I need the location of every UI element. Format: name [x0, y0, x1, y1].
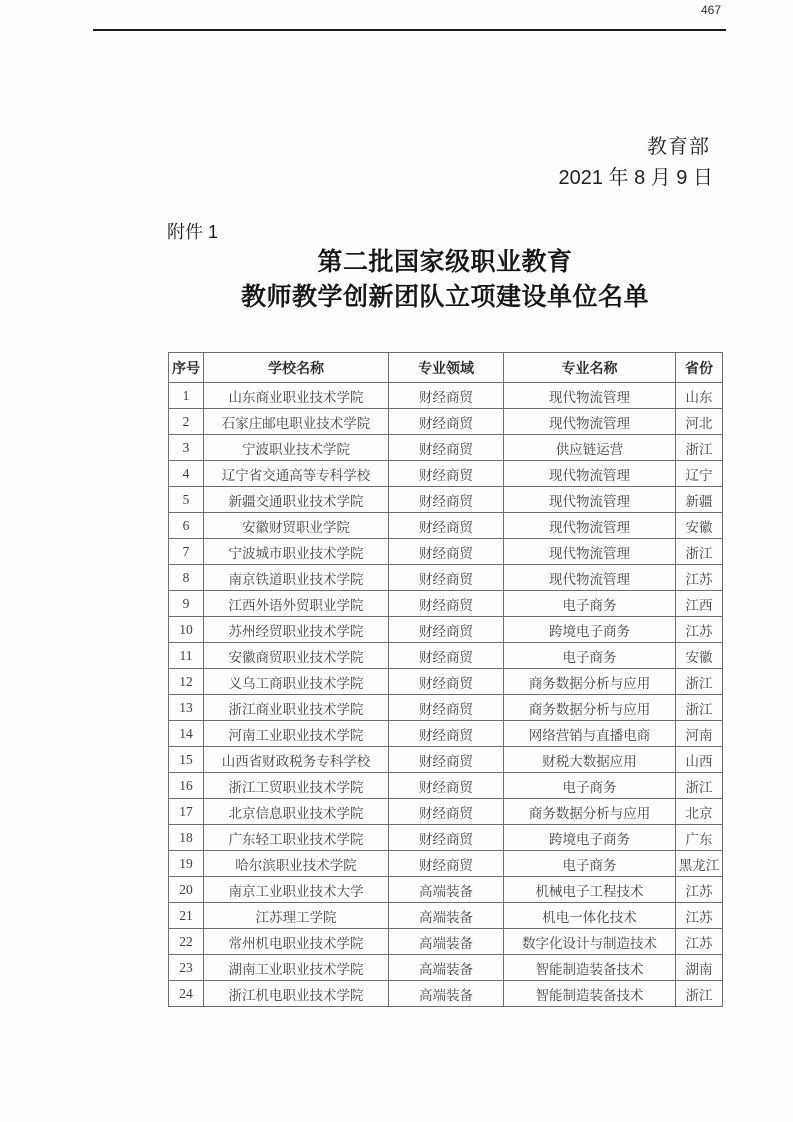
table-cell-school: 常州机电职业技术学院: [204, 929, 389, 955]
table-cell-major: 电子商务: [504, 773, 676, 799]
table-cell-major: 供应链运营: [504, 435, 676, 461]
table-cell-province: 江苏: [676, 903, 723, 929]
table-cell-major: 商务数据分析与应用: [504, 669, 676, 695]
table-cell-index: 9: [169, 591, 204, 617]
table-row: [169, 617, 723, 643]
table-cell-major: 现代物流管理: [504, 487, 676, 513]
table-cell-school: 北京信息职业技术学院: [204, 799, 389, 825]
table-cell-school: 哈尔滨职业技术学院: [204, 851, 389, 877]
table-row: [169, 383, 723, 409]
table-cell-major: 电子商务: [504, 643, 676, 669]
table-cell-field: 高端装备: [389, 877, 504, 903]
table-cell-school: 浙江工贸职业技术学院: [204, 773, 389, 799]
table-cell-index: 12: [169, 669, 204, 695]
table-cell-school: 山东商业职业技术学院: [204, 383, 389, 409]
table-cell-school: 广东轻工职业技术学院: [204, 825, 389, 851]
table-row: [169, 513, 723, 539]
table-cell-index: 7: [169, 539, 204, 565]
table-cell-index: 2: [169, 409, 204, 435]
table-row: [169, 409, 723, 435]
table-cell-province: 新疆: [676, 487, 723, 513]
table-cell-major: 现代物流管理: [504, 383, 676, 409]
table-cell-school: 辽宁省交通高等专科学校: [204, 461, 389, 487]
table-cell-major: 现代物流管理: [504, 565, 676, 591]
table-cell-school: 新疆交通职业技术学院: [204, 487, 389, 513]
table-cell-school: 南京铁道职业技术学院: [204, 565, 389, 591]
table-cell-index: 17: [169, 799, 204, 825]
table-row: [169, 825, 723, 851]
table-cell-major: 智能制造装备技术: [504, 981, 676, 1007]
table-cell-major: 智能制造装备技术: [504, 955, 676, 981]
table-cell-field: 财经商贸: [389, 409, 504, 435]
table-cell-major: 数字化设计与制造技术: [504, 929, 676, 955]
table-cell-major: 跨境电子商务: [504, 825, 676, 851]
table-cell-major: 机电一体化技术: [504, 903, 676, 929]
table-cell-field: 高端装备: [389, 955, 504, 981]
signature-organization: 教育部: [647, 136, 710, 158]
table-cell-province: 辽宁: [676, 461, 723, 487]
table-cell-major: 电子商务: [504, 851, 676, 877]
table-cell-field: 财经商贸: [389, 383, 504, 409]
table-row: [169, 721, 723, 747]
table-cell-province: 广东: [676, 825, 723, 851]
table-cell-school: 宁波职业技术学院: [204, 435, 389, 461]
table-cell-field: 财经商贸: [389, 799, 504, 825]
document-title: [168, 245, 722, 315]
document-title-line2: 教师教学创新团队立项建设单位名单: [240, 284, 649, 311]
table-cell-index: 20: [169, 877, 204, 903]
table-row: [169, 461, 723, 487]
table-cell-index: 3: [169, 435, 204, 461]
table-cell-province: 山西: [676, 747, 723, 773]
table-cell-field: 高端装备: [389, 903, 504, 929]
table-cell-index: 18: [169, 825, 204, 851]
column-header-index: 序号: [169, 353, 204, 383]
table-row: [169, 799, 723, 825]
document-title-line1: 第二批国家级职业教育: [317, 249, 573, 276]
table-cell-province: 浙江: [676, 981, 723, 1007]
table-cell-major: 现代物流管理: [504, 513, 676, 539]
table-cell-school: 南京工业职业技术大学: [204, 877, 389, 903]
table-cell-province: 江苏: [676, 929, 723, 955]
table-cell-index: 5: [169, 487, 204, 513]
table-row: [169, 773, 723, 799]
table-row: [169, 695, 723, 721]
table-cell-province: 浙江: [676, 773, 723, 799]
column-header-school: 学校名称: [204, 353, 389, 383]
table-cell-index: 8: [169, 565, 204, 591]
table-cell-field: 财经商贸: [389, 747, 504, 773]
table-row: [169, 565, 723, 591]
table-cell-index: 14: [169, 721, 204, 747]
table-cell-index: 4: [169, 461, 204, 487]
attachment-label: 附件 1: [167, 222, 219, 242]
table-cell-province: 江苏: [676, 877, 723, 903]
table-cell-field: 财经商贸: [389, 487, 504, 513]
table-cell-school: 安徽财贸职业学院: [204, 513, 389, 539]
table-cell-major: 商务数据分析与应用: [504, 695, 676, 721]
column-header-province: 省份: [676, 353, 723, 383]
table-cell-school: 义乌工商职业技术学院: [204, 669, 389, 695]
table-cell-major: 机械电子工程技术: [504, 877, 676, 903]
table-cell-province: 山东: [676, 383, 723, 409]
table-cell-index: 1: [169, 383, 204, 409]
table-cell-province: 江苏: [676, 617, 723, 643]
header-rule: [93, 29, 726, 31]
table-row: [169, 929, 723, 955]
table-cell-school: 山西省财政税务专科学校: [204, 747, 389, 773]
table-cell-province: 湖南: [676, 955, 723, 981]
table-cell-index: 21: [169, 903, 204, 929]
table-cell-field: 财经商贸: [389, 825, 504, 851]
table-cell-field: 高端装备: [389, 981, 504, 1007]
table-row: [169, 591, 723, 617]
page-number: 467: [700, 3, 721, 17]
table-cell-school: 宁波城市职业技术学院: [204, 539, 389, 565]
table-cell-index: 16: [169, 773, 204, 799]
table-cell-province: 北京: [676, 799, 723, 825]
table-cell-index: 23: [169, 955, 204, 981]
table-cell-field: 财经商贸: [389, 851, 504, 877]
table-cell-index: 22: [169, 929, 204, 955]
table-cell-index: 19: [169, 851, 204, 877]
table-cell-province: 河北: [676, 409, 723, 435]
table-cell-major: 网络营销与直播电商: [504, 721, 676, 747]
table-cell-field: 财经商贸: [389, 565, 504, 591]
table-cell-index: 24: [169, 981, 204, 1007]
table-cell-index: 10: [169, 617, 204, 643]
table-row: [169, 747, 723, 773]
table-cell-major: 跨境电子商务: [504, 617, 676, 643]
table-row: [169, 877, 723, 903]
table-cell-major: 商务数据分析与应用: [504, 799, 676, 825]
column-header-field: 专业领域: [389, 353, 504, 383]
table-cell-field: 财经商贸: [389, 773, 504, 799]
table-cell-province: 安徽: [676, 643, 723, 669]
table-cell-field: 财经商贸: [389, 461, 504, 487]
table-cell-major: 现代物流管理: [504, 409, 676, 435]
table-cell-major: 现代物流管理: [504, 461, 676, 487]
table-cell-major: 电子商务: [504, 591, 676, 617]
table-cell-index: 6: [169, 513, 204, 539]
table-cell-field: 财经商贸: [389, 539, 504, 565]
table-cell-field: 财经商贸: [389, 513, 504, 539]
table-cell-school: 石家庄邮电职业技术学院: [204, 409, 389, 435]
table-cell-school: 河南工业职业技术学院: [204, 721, 389, 747]
table-cell-field: 财经商贸: [389, 643, 504, 669]
table-cell-province: 浙江: [676, 695, 723, 721]
table-cell-province: 浙江: [676, 539, 723, 565]
table-header-row: [169, 353, 723, 383]
table-cell-school: 安徽商贸职业技术学院: [204, 643, 389, 669]
table-row: [169, 903, 723, 929]
table-cell-index: 11: [169, 643, 204, 669]
table-cell-major: 现代物流管理: [504, 539, 676, 565]
table-cell-province: 浙江: [676, 435, 723, 461]
column-header-major: 专业名称: [504, 353, 676, 383]
table-cell-province: 黑龙江: [676, 851, 723, 877]
roster-table: [168, 352, 723, 1007]
table-body: [169, 383, 723, 1007]
table-cell-province: 安徽: [676, 513, 723, 539]
table-cell-field: 财经商贸: [389, 617, 504, 643]
table-row: [169, 487, 723, 513]
table-cell-field: 财经商贸: [389, 591, 504, 617]
table-row: [169, 981, 723, 1007]
table-cell-major: 财税大数据应用: [504, 747, 676, 773]
table-cell-school: 浙江机电职业技术学院: [204, 981, 389, 1007]
table-row: [169, 955, 723, 981]
table-cell-field: 财经商贸: [389, 669, 504, 695]
table-row: [169, 851, 723, 877]
table-cell-field: 财经商贸: [389, 721, 504, 747]
table-cell-school: 江西外语外贸职业学院: [204, 591, 389, 617]
table-cell-province: 江西: [676, 591, 723, 617]
table-row: [169, 539, 723, 565]
signature-date: 2021 年 8 月 9 日: [558, 167, 713, 189]
table-row: [169, 669, 723, 695]
table-cell-school: 江苏理工学院: [204, 903, 389, 929]
table-cell-province: 江苏: [676, 565, 723, 591]
table-cell-school: 湖南工业职业技术学院: [204, 955, 389, 981]
table-cell-school: 苏州经贸职业技术学院: [204, 617, 389, 643]
table-cell-index: 13: [169, 695, 204, 721]
table-cell-province: 河南: [676, 721, 723, 747]
table-row: [169, 435, 723, 461]
table-cell-field: 财经商贸: [389, 435, 504, 461]
table-cell-school: 浙江商业职业技术学院: [204, 695, 389, 721]
table-cell-index: 15: [169, 747, 204, 773]
table-cell-field: 财经商贸: [389, 695, 504, 721]
table-cell-province: 浙江: [676, 669, 723, 695]
table-cell-field: 高端装备: [389, 929, 504, 955]
table-row: [169, 643, 723, 669]
